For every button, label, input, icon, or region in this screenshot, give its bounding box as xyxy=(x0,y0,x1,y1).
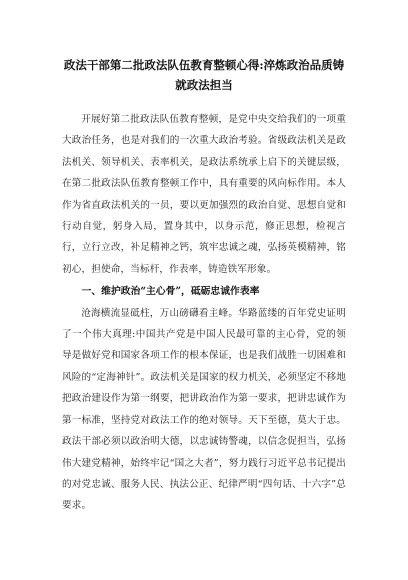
intro-paragraph: 开展好第二批政法队伍教育整顿，是党中央交给我们的一项重大政治任务，也是对我们的一次重大政治考验。省级政法机关是政法机关、领导机关、表率机关，是政法系统承上启下的关键层级，在第二批政法队伍教育整顿工作中，具有重要的风向标作用。本人作为省直政法机关的一员，要以更加强烈的政治自觉、思想自觉和行动自觉，躬身入局，置身其中，以身示范，修正思想，检视言行，立行立改，补足精神之钙，筑牢忠诚之魂，弘扬英模精神，铭初心，担使命，当标杆，作表率，铸造铁军形象。 xyxy=(62,114,346,275)
document-title: 政法干部第二批政法队伍教育整顿心得:淬炼政治品质铸就政法担当 xyxy=(63,58,345,92)
section-1-paragraph: 沧海横流显砥柱，万山磅礴看主峰。华路蓝缕的百年党史证明了一个伟大真理:中国共产党是中国人民最可靠的主心骨，党的领导是做好党和国家各项工作的根本保证，也是我们战胜一切困难和风险的“定海神针”。政法机关是国家的权力机关，必须坚定不移地把政治建设作为第一纲要，把讲政治作为第一要求，把讲忠诚作为第一标准，坚持党对政法工作的绝对领导。天下至德，莫大于忠。政法干部必须以政治明大德，以忠诚铸警魂，以信念促担当，弘扬伟大建党精神，始终牢记“国之大者”，努力践行习近平总书记提出的对党忠诚、服务人民、执法公正、纪律严明“四句话、十六字”总要求。 xyxy=(62,307,346,512)
section-heading-1: 一、维护政治“主心骨”，砥砺忠诚作表率 xyxy=(81,286,260,298)
